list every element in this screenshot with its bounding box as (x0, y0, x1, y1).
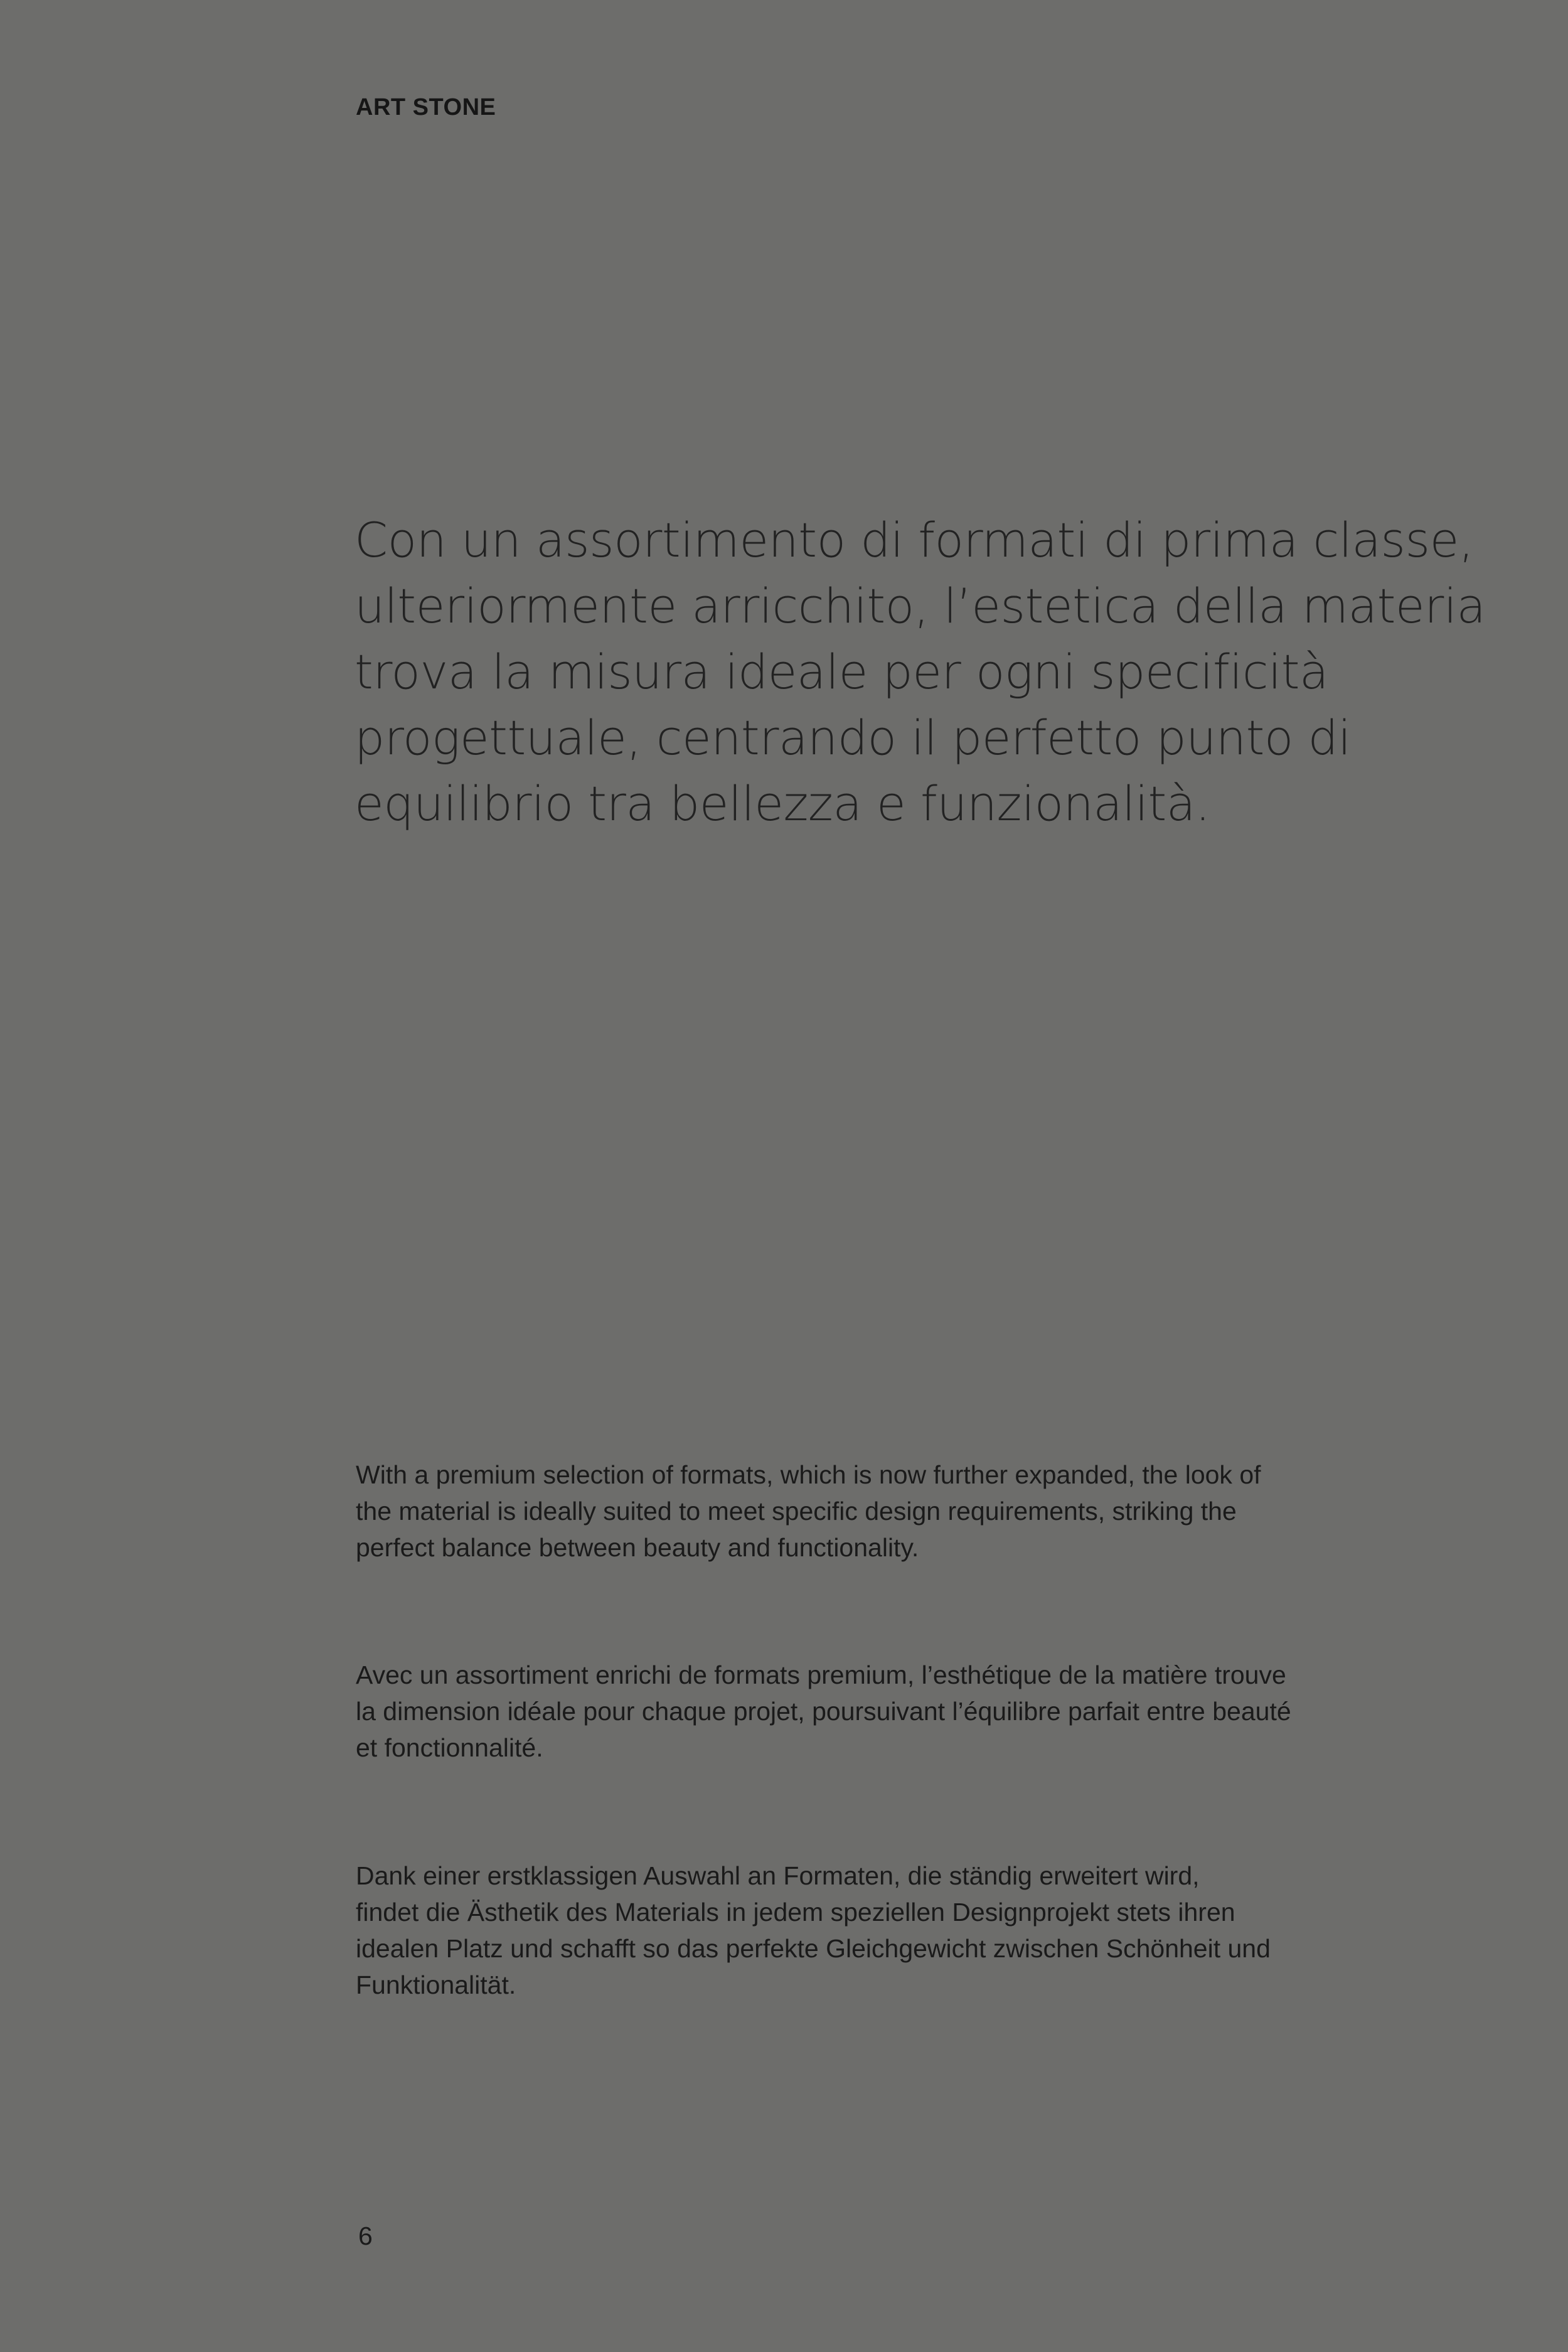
french-paragraph (356, 1657, 1435, 1766)
german-paragraph (356, 1858, 1435, 2003)
lead-line: progettuale, centrando il perfetto punto di (355, 710, 1351, 766)
page-number: 6 (358, 2221, 373, 2250)
section-title: ART STONE (356, 94, 496, 120)
german-line: Funktionalität. (356, 1970, 516, 1999)
german-line: idealen Platz und schafft so das perfekte Gleichgewicht zwischen Schönheit und (356, 1934, 1271, 1963)
english-line: the material is ideally suited to meet specific design requirements, striking the (356, 1497, 1237, 1526)
german-line: Dank einer erstklassigen Auswahl an Formaten, die ständig erweitert wird, (356, 1861, 1200, 1890)
english-line: perfect balance between beauty and functionality. (356, 1533, 919, 1562)
german-line: findet die Ästhetik des Materials in jedem speziellen Designprojekt stets ihren (356, 1898, 1235, 1927)
lead-line: Con un assortimento di formati di prima classe, (355, 512, 1474, 568)
lead-line: ulteriormente arricchito, l’estetica della materia (355, 578, 1486, 634)
french-line: la dimension idéale pour chaque projet, poursuivant l’équilibre parfait entre beauté (356, 1697, 1291, 1726)
french-line: et fonctionnalité. (356, 1733, 543, 1762)
english-paragraph (356, 1457, 1435, 1566)
lead-line: equilibrio tra bellezza e funzionalità. (355, 776, 1210, 831)
english-line: With a premium selection of formats, which is now further expanded, the look of (356, 1460, 1261, 1489)
lead-line: trova la misura ideale per ogni specificità (355, 644, 1329, 700)
italian-lead-paragraph (355, 507, 1486, 837)
french-line: Avec un assortiment enrichi de formats premium, l’esthétique de la matière trouve (356, 1660, 1286, 1689)
